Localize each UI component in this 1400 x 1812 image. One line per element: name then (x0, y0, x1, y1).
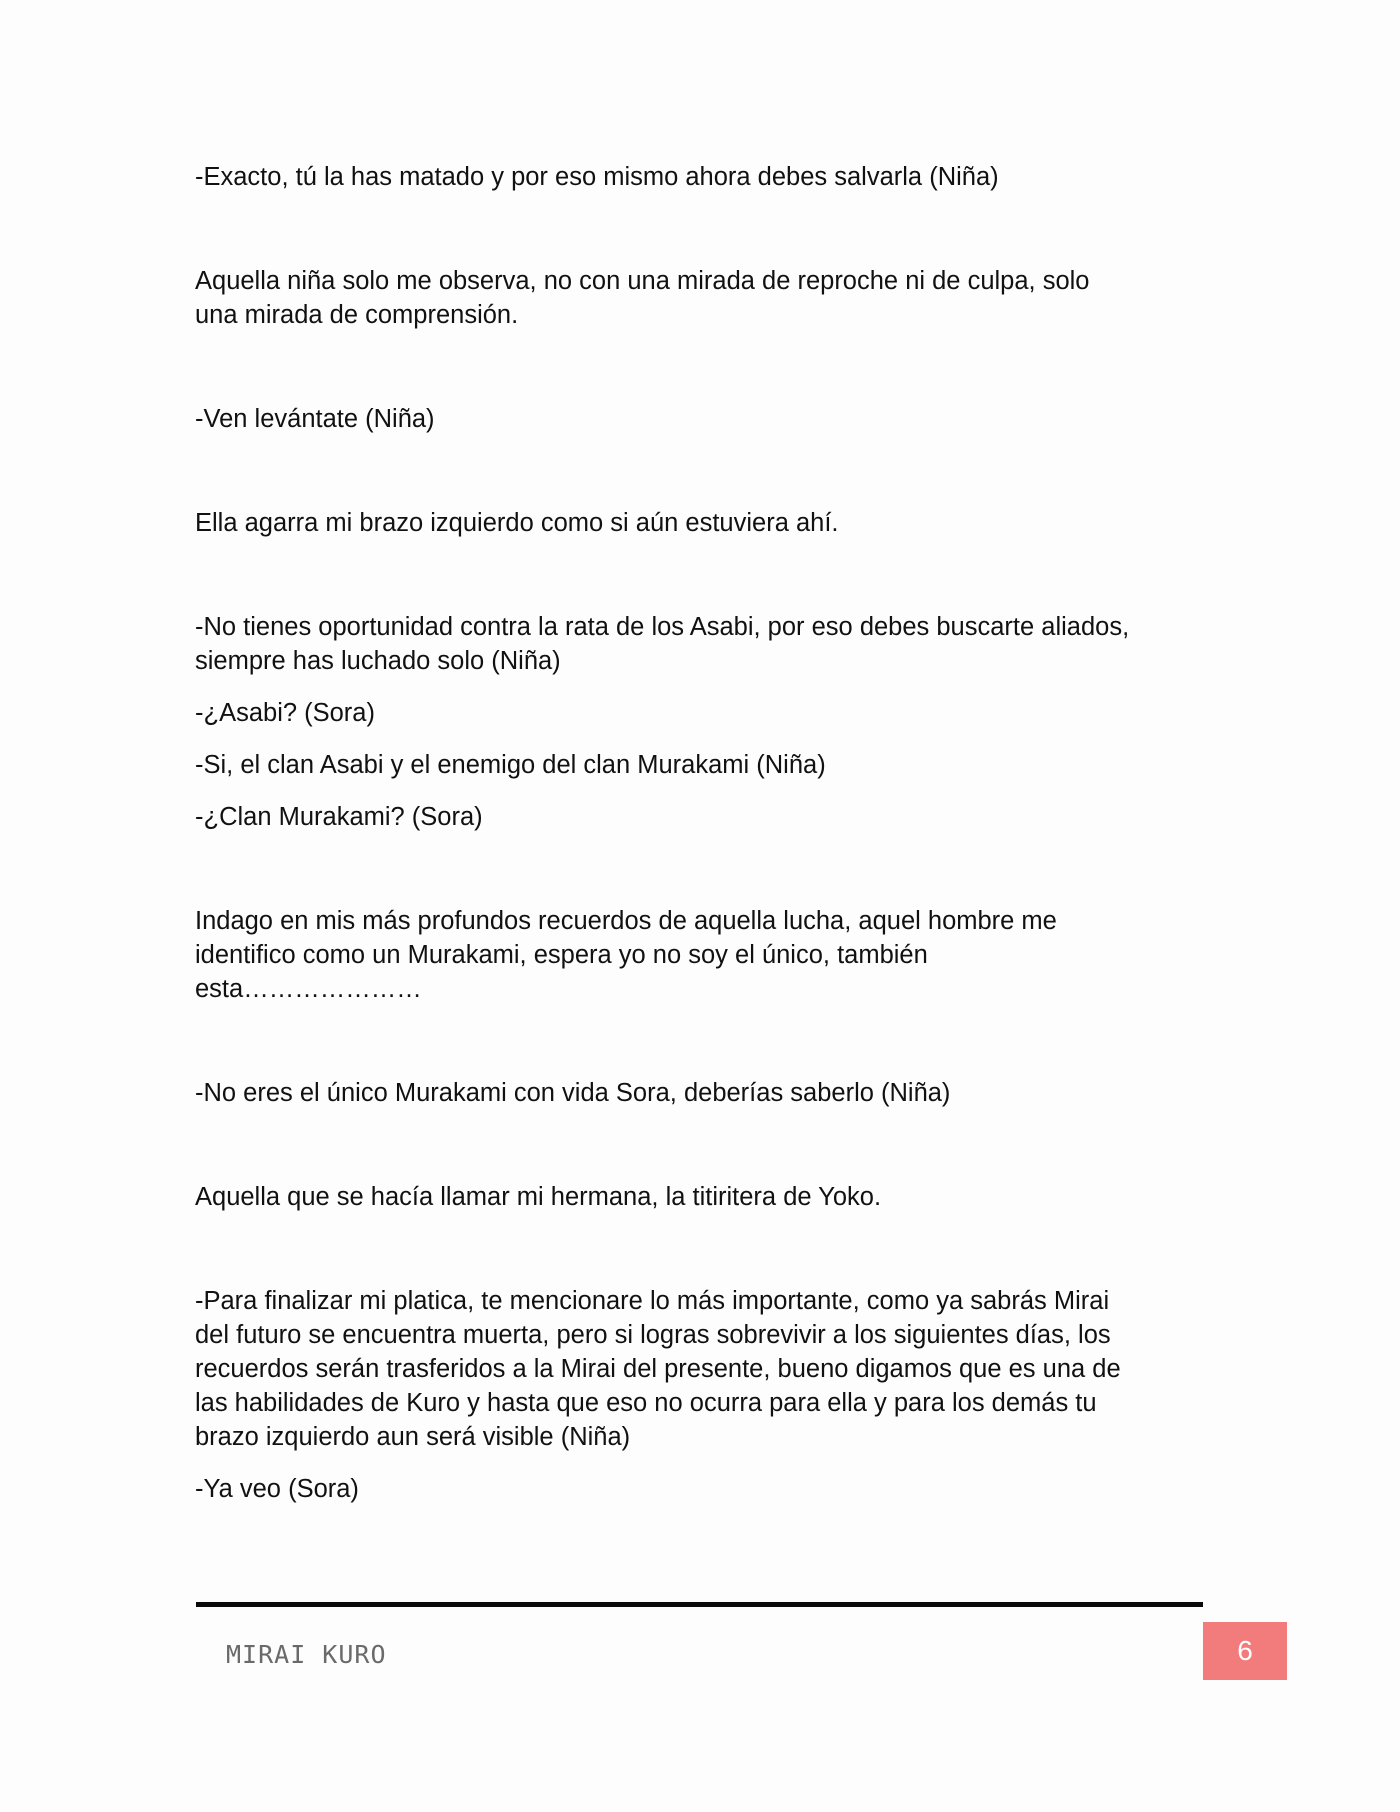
paragraph-12: -Para finalizar mi platica, te mencionare lo más importante, como ya sabrás Mirai del futuro se encuentra muerta, pero si logras sobrevivir a los siguientes días, los recuerdos serán trasferidos a la Mirai del presente, bueno digamos que es una de las habilidades de Kuro y hasta que eso no ocurra para ella y para los demás tu brazo izquierdo aun será visible (Niña) (195, 1287, 1121, 1451)
page-number-badge (1203, 1622, 1287, 1680)
paragraph-5: -No tienes oportunidad contra la rata de los Asabi, por eso debes buscarte aliados, siempre has luchado solo (Niña) (195, 613, 1130, 675)
paragraph-3: -Ven levántate (Niña) (195, 405, 435, 433)
footer-brand-logo: MIRAI KURO (226, 1640, 387, 1669)
paragraph-8: -¿Clan Murakami? (Sora) (195, 803, 483, 831)
paragraph-7: -Si, el clan Asabi y el enemigo del clan Murakami (Niña) (195, 751, 826, 779)
paragraph-13: -Ya veo (Sora) (195, 1475, 359, 1503)
paragraph-9: Indago en mis más profundos recuerdos de aquella lucha, aquel hombre me identifico como un Murakami, espera yo no soy el único, también esta………………… (195, 907, 1057, 1003)
paragraph-6: -¿Asabi? (Sora) (195, 699, 375, 727)
footer-divider (196, 1602, 1203, 1607)
page-body (195, 160, 1205, 1506)
paragraph-1: -Exacto, tú la has matado y por eso mismo ahora debes salvarla (Niña) (195, 163, 999, 191)
paragraph-4: Ella agarra mi brazo izquierdo como si aún estuviera ahí. (195, 509, 839, 537)
paragraph-2: Aquella niña solo me observa, no con una mirada de reproche ni de culpa, solo una mirada de comprensión. (195, 267, 1090, 329)
paragraph-10: -No eres el único Murakami con vida Sora, deberías saberlo (Niña) (195, 1079, 951, 1107)
page-number: 6 (1237, 1635, 1253, 1666)
paragraph-11: Aquella que se hacía llamar mi hermana, la titiritera de Yoko. (195, 1183, 882, 1211)
